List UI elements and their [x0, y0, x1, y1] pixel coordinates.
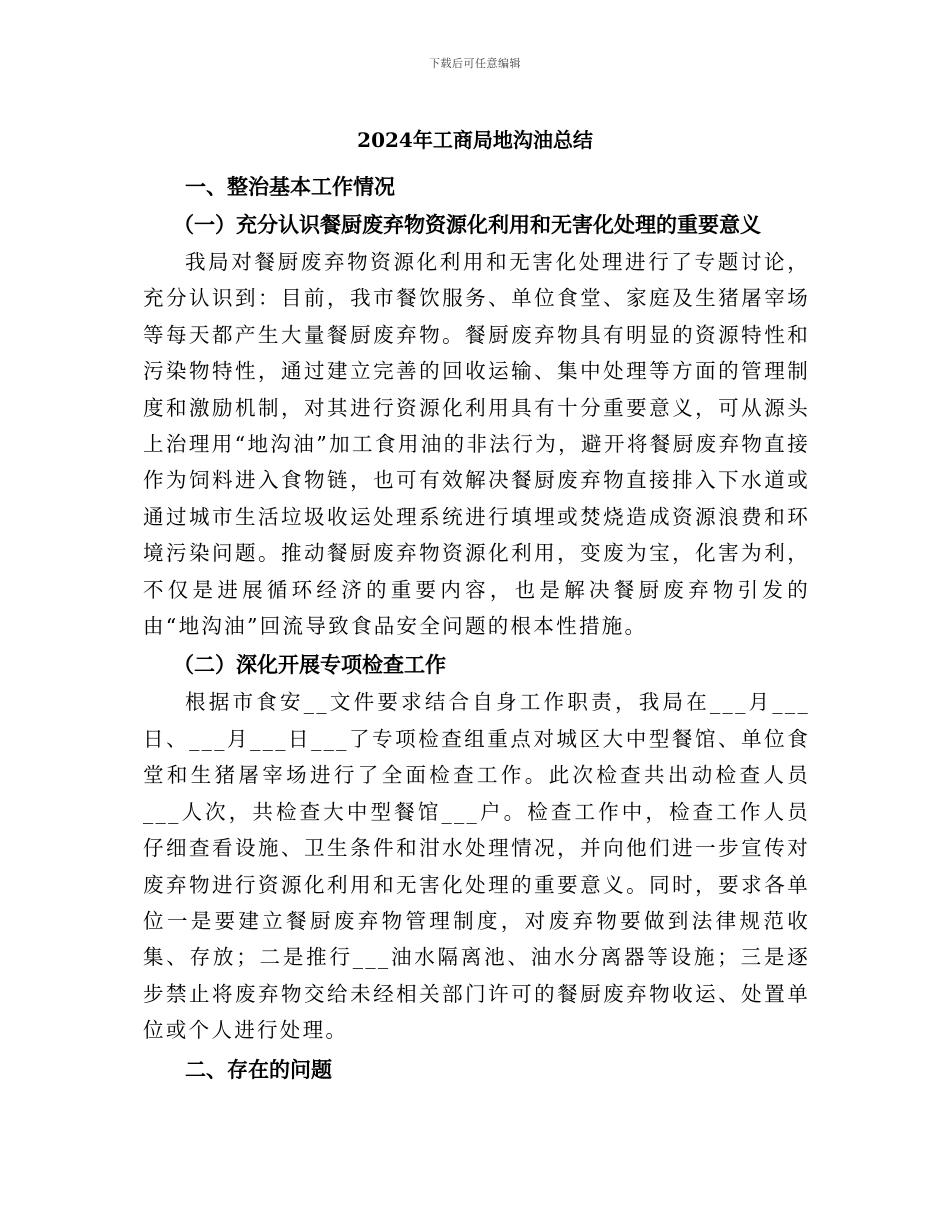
paragraph-1-2: 根据市食安__文件要求结合自身工作职责，我局在___月___日、___月___日___了专项检查组重点对城区大中型餐馆、单位食堂和生猪屠宰场进行了全面检查工作。此次检查共出动检查人员___人次，共检查大中型餐馆___户。检查工作中，检查工作人员仔细查看设施、卫生条件和泔水处理情况，并向他们进一步宣传对废弃物进行资源化利用和无害化处理的重要意义。同时，要求各单位一是要建立餐厨废弃物管理制度，对废弃物要做到法律规范收集、存放；二是推行___油水隔离池、油水分离器等设施；三是逐步禁止将废弃物交给未经相关部门许可的餐厨废弃物收运、处置单位或个人进行处理。 [143, 690, 810, 1043]
document-body [143, 168, 810, 1089]
section-heading-2: 二、存在的问题 [185, 1056, 332, 1082]
section-heading-1: 一、整治基本工作情况 [185, 174, 395, 199]
subsection-heading-1-2: （二）深化开展专项检查工作 [173, 652, 446, 678]
paragraph-1-1: 我局对餐厨废弃物资源化利用和无害化处理进行了专题讨论，充分认识到：目前，我市餐饮服务、单位食堂、家庭及生猪屠宰场等每天都产生大量餐厨废弃物。餐厨废弃物具有明显的资源特性和污染物特性，通过建立完善的回收运输、集中处理等方面的管理制度和激励机制，对其进行资源化利用具有十分重要意义，可从源头上治理用“地沟油”加工食用油的非法行为，避开将餐厨废弃物直接作为饲料进入食物链，也可有效解决餐厨废弃物直接排入下水道或通过城市生活垃圾收运处理系统进行填埋或焚烧造成资源浪费和环境污染问题。推动餐厨废弃物资源化利用，变废为宝，化害为利，不仅是进展循环经济的重要内容，也是解决餐厨废弃物引发的由“地沟油”回流导致食品安全问题的根本性措施。 [143, 250, 810, 639]
subsection-heading-1-1: （一）充分认识餐厨废弃物资源化利用和无害化处理的重要意义 [173, 212, 761, 237]
document-title: 2024年工商局地沟油总结 [357, 128, 593, 152]
header-note: 下载后可任意编辑 [429, 57, 521, 70]
